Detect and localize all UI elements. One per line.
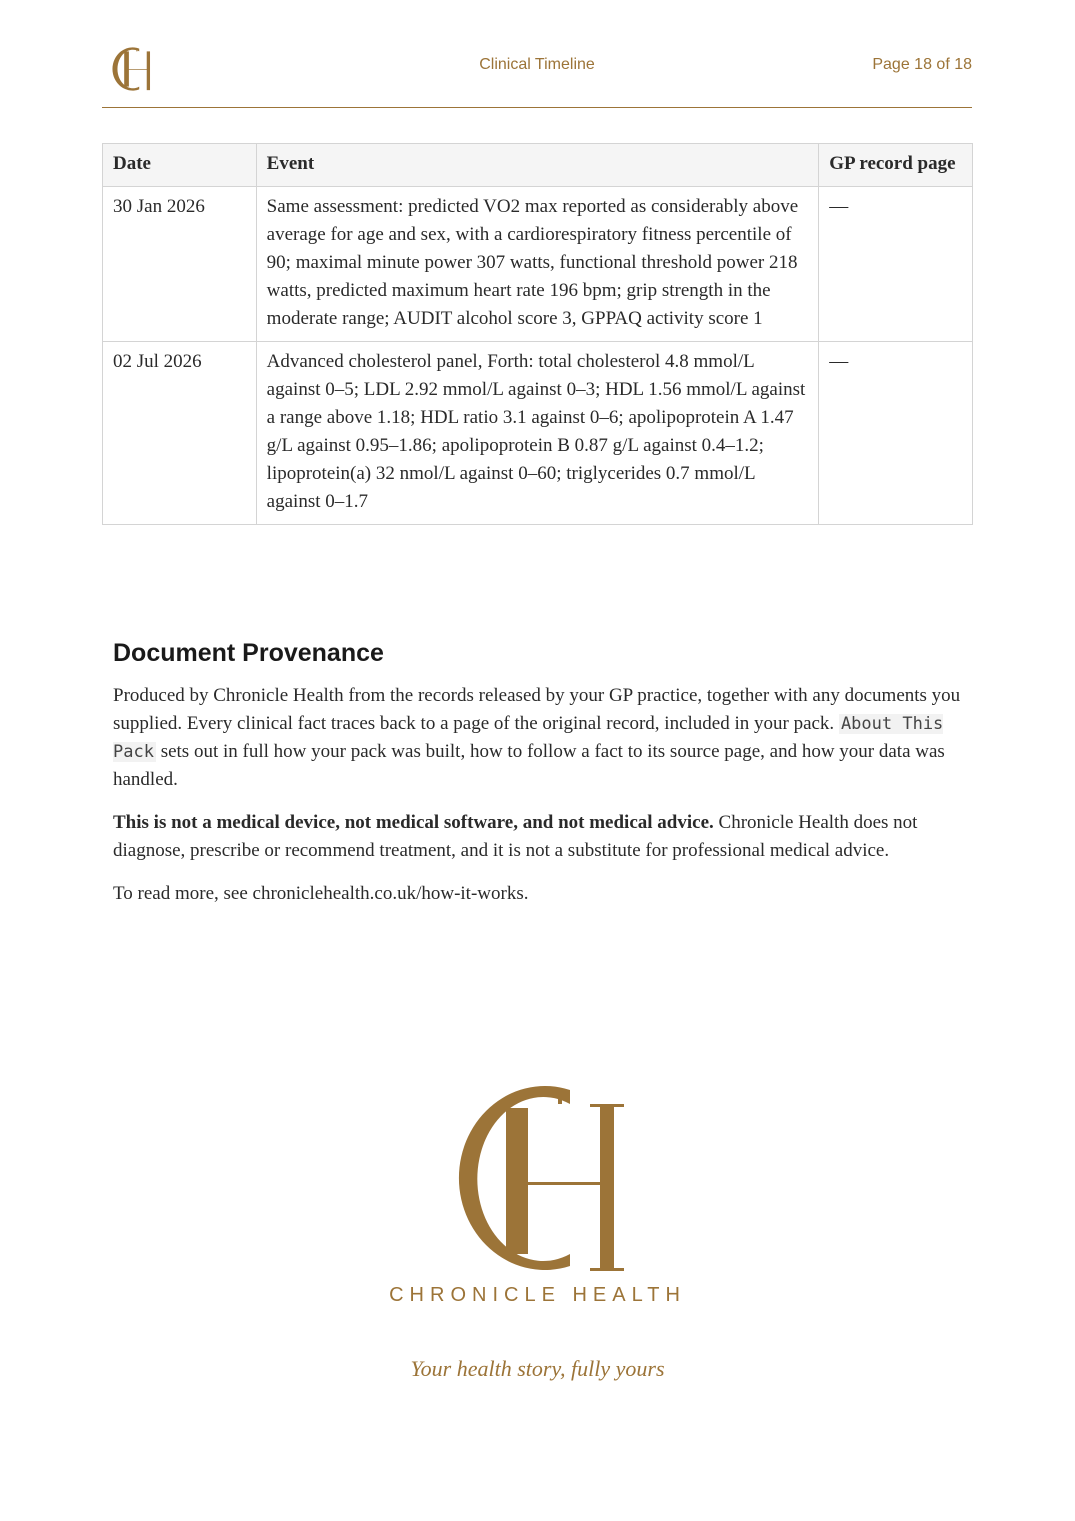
document-provenance-section	[113, 636, 963, 923]
provenance-paragraph	[113, 682, 963, 794]
brand-name: CHRONICLE HEALTH	[389, 1284, 686, 1306]
about-this-pack-reference: About This Pack	[113, 714, 944, 762]
disclaimer-text: Chronicle Health does not diagnose, prescribe or recommend treatment, and it is not a substitute for professional medical advice.	[113, 812, 918, 861]
disclaimer-paragraph	[113, 809, 963, 865]
page-header	[102, 0, 972, 108]
clinical-timeline-table	[102, 143, 973, 525]
table-row	[103, 342, 973, 525]
disclaimer-bold: This is not a medical device, not medical software, and not medical advice.	[113, 812, 714, 833]
page-number: Page 18 of 18	[872, 56, 972, 73]
section-heading: Document Provenance	[113, 639, 384, 667]
column-header-gp-page: GP record page	[819, 144, 973, 187]
read-more-paragraph: To read more, see chroniclehealth.co.uk/how-it-works.	[113, 883, 529, 904]
table-header-row	[103, 144, 973, 187]
event-cell: Same assessment: predicted VO2 max reported as considerably above average for age and sex, with a cardiorespiratory fitness percentile of 90; maximal minute power 307 watts, functional threshold power 218 watts, predicted maximum heart rate 196 bpm; grip strength in the moderate range; AUDIT alcohol score 3, GPPAQ activity score 1	[256, 187, 819, 342]
column-header-event: Event	[256, 144, 819, 187]
gp-page-cell: —	[819, 342, 973, 525]
gp-page-cell: —	[819, 187, 973, 342]
event-cell: Advanced cholesterol panel, Forth: total cholesterol 4.8 mmol/L against 0–5; LDL 2.92 mmol/L against 0–3; HDL 1.56 mmol/L against a range above 1.18; HDL ratio 3.1 against 0–6; apolipoprotein A 1.47 g/L against 0.95–1.86; apolipoprotein B 0.87 g/L against 0.4–1.2; lipoprotein(a) 32 nmol/L against 0–60; triglycerides 0.7 mmol/L against 0–1.7	[256, 342, 819, 525]
ch-monogram-logo-icon	[420, 1086, 650, 1276]
header-title: Clinical Timeline	[479, 56, 595, 73]
date-cell: 02 Jul 2026	[103, 342, 257, 525]
table-row	[103, 187, 973, 342]
brand-tagline: Your health story, fully yours	[410, 1356, 665, 1381]
provenance-text-continued: sets out in full how your pack was built, how to follow a fact to its source page, and how your data was handled.	[113, 741, 945, 790]
provenance-text: Produced by Chronicle Health from the records released by your GP practice, together with any documents you supplied. Every clinical fact traces back to a page of the original record, included in your pack.	[113, 685, 961, 734]
column-header-date: Date	[103, 144, 257, 187]
date-cell: 30 Jan 2026	[103, 187, 257, 342]
